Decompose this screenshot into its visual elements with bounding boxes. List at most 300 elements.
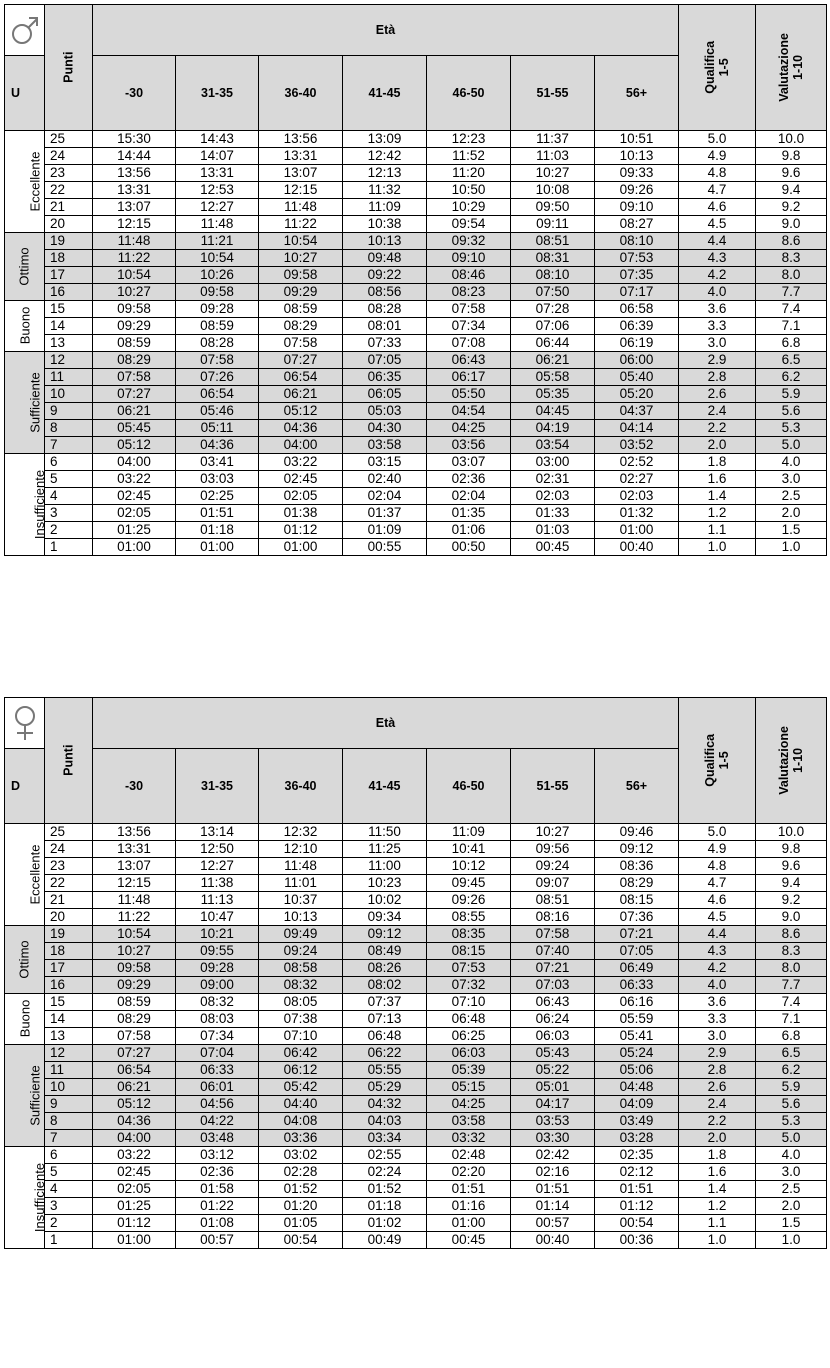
punti-cell: 9 [45, 1096, 93, 1113]
valutazione-cell: 5.9 [756, 386, 827, 403]
time-cell: 07:03 [511, 977, 595, 994]
time-cell: 10:54 [93, 267, 176, 284]
time-cell: 12:10 [259, 841, 343, 858]
time-cell: 01:37 [343, 505, 427, 522]
time-cell: 00:45 [427, 1232, 511, 1249]
table-row [5, 233, 827, 250]
punti-cell: 13 [45, 335, 93, 352]
time-cell: 07:32 [427, 977, 511, 994]
time-cell: 07:17 [595, 284, 679, 301]
time-cell: 05:41 [595, 1028, 679, 1045]
valutazione-cell: 5.6 [756, 403, 827, 420]
valutazione-cell: 7.4 [756, 994, 827, 1011]
punti-cell: 7 [45, 1130, 93, 1147]
valutazione-cell: 6.2 [756, 369, 827, 386]
time-cell: 08:29 [93, 1011, 176, 1028]
table-row [5, 522, 827, 539]
category-label: Eccellente [27, 151, 43, 212]
qualifica-cell: 2.9 [679, 352, 756, 369]
time-cell: 05:58 [511, 369, 595, 386]
time-cell: 00:54 [259, 1232, 343, 1249]
time-cell: 11:21 [176, 233, 259, 250]
punti-cell: 2 [45, 522, 93, 539]
eta-header: Età [93, 698, 679, 749]
punti-cell: 12 [45, 1045, 93, 1062]
age-group-header: 36-40 [259, 749, 343, 824]
time-cell: 12:50 [176, 841, 259, 858]
time-cell: 10:41 [427, 841, 511, 858]
table-row [5, 841, 827, 858]
time-cell: 08:03 [176, 1011, 259, 1028]
table-row [5, 471, 827, 488]
qualifica-cell: 4.5 [679, 909, 756, 926]
time-cell: 03:53 [511, 1113, 595, 1130]
time-cell: 03:22 [93, 1147, 176, 1164]
category-cell [5, 301, 45, 352]
time-cell: 08:56 [343, 284, 427, 301]
time-cell: 09:26 [427, 892, 511, 909]
valutazione-cell: 10.0 [756, 131, 827, 148]
time-cell: 10:27 [511, 824, 595, 841]
qualifica-cell: 4.0 [679, 284, 756, 301]
table-row [5, 960, 827, 977]
valutazione-cell: 1.5 [756, 1215, 827, 1232]
time-cell: 13:56 [93, 824, 176, 841]
punti-cell: 15 [45, 994, 93, 1011]
time-cell: 03:56 [427, 437, 511, 454]
time-cell: 03:41 [176, 454, 259, 471]
punti-cell: 18 [45, 250, 93, 267]
time-cell: 09:45 [427, 875, 511, 892]
punti-cell: 8 [45, 1113, 93, 1130]
time-cell: 10:27 [511, 165, 595, 182]
time-cell: 00:45 [511, 539, 595, 556]
table-row [5, 875, 827, 892]
time-cell: 02:25 [176, 488, 259, 505]
valutazione-cell: 2.0 [756, 505, 827, 522]
qualifica-cell: 2.8 [679, 369, 756, 386]
time-cell: 06:54 [93, 1062, 176, 1079]
time-cell: 03:32 [427, 1130, 511, 1147]
valutazione-cell: 4.0 [756, 1147, 827, 1164]
time-cell: 09:10 [595, 199, 679, 216]
time-cell: 06:49 [595, 960, 679, 977]
valutazione-header-label [777, 33, 806, 102]
age-group-header: 31-35 [176, 56, 259, 131]
valutazione-header [756, 698, 827, 824]
punti-cell: 3 [45, 1198, 93, 1215]
time-cell: 02:28 [259, 1164, 343, 1181]
time-cell: 10:21 [176, 926, 259, 943]
time-cell: 08:29 [259, 318, 343, 335]
time-cell: 05:15 [427, 1079, 511, 1096]
time-cell: 08:49 [343, 943, 427, 960]
valutazione-cell: 9.8 [756, 841, 827, 858]
time-cell: 03:00 [511, 454, 595, 471]
time-cell: 03:58 [427, 1113, 511, 1130]
time-cell: 04:32 [343, 1096, 427, 1113]
valutazione-cell: 9.0 [756, 909, 827, 926]
time-cell: 09:24 [511, 858, 595, 875]
valutazione-header-title: Valutazione [776, 726, 791, 795]
time-cell: 04:00 [93, 454, 176, 471]
time-cell: 11:22 [93, 250, 176, 267]
time-cell: 00:36 [595, 1232, 679, 1249]
time-cell: 09:00 [176, 977, 259, 994]
qualifica-cell: 1.8 [679, 454, 756, 471]
punti-cell: 22 [45, 875, 93, 892]
time-cell: 03:52 [595, 437, 679, 454]
qualifica-header [679, 698, 756, 824]
time-cell: 01:00 [259, 539, 343, 556]
qualifica-cell: 2.9 [679, 1045, 756, 1062]
time-cell: 01:06 [427, 522, 511, 539]
punti-cell: 6 [45, 454, 93, 471]
table-row [5, 437, 827, 454]
valutazione-cell: 8.3 [756, 943, 827, 960]
time-cell: 10:27 [259, 250, 343, 267]
time-cell: 00:55 [343, 539, 427, 556]
time-cell: 08:55 [427, 909, 511, 926]
valutazione-cell: 10.0 [756, 824, 827, 841]
time-cell: 05:12 [93, 437, 176, 454]
time-cell: 09:32 [427, 233, 511, 250]
table-row [5, 250, 827, 267]
valutazione-cell: 9.8 [756, 148, 827, 165]
valutazione-cell: 6.5 [756, 352, 827, 369]
time-cell: 08:16 [511, 909, 595, 926]
time-cell: 08:02 [343, 977, 427, 994]
time-cell: 06:48 [343, 1028, 427, 1045]
time-cell: 07:13 [343, 1011, 427, 1028]
time-cell: 09:28 [176, 960, 259, 977]
table-row [5, 1198, 827, 1215]
time-cell: 03:07 [427, 454, 511, 471]
category-cell [5, 454, 48, 556]
time-cell: 02:20 [427, 1164, 511, 1181]
time-cell: 01:16 [427, 1198, 511, 1215]
valutazione-cell: 7.1 [756, 1011, 827, 1028]
time-cell: 10:08 [511, 182, 595, 199]
punti-cell: 11 [45, 369, 93, 386]
time-cell: 04:36 [259, 420, 343, 437]
time-cell: 07:53 [427, 960, 511, 977]
time-cell: 07:37 [343, 994, 427, 1011]
time-cell: 02:45 [259, 471, 343, 488]
table-row [5, 165, 827, 182]
time-cell: 11:22 [259, 216, 343, 233]
time-cell: 04:54 [427, 403, 511, 420]
time-cell: 01:00 [93, 539, 176, 556]
punti-header-label: Punti [61, 51, 76, 84]
time-cell: 05:11 [176, 420, 259, 437]
category-cell [5, 233, 45, 301]
time-cell: 08:59 [93, 335, 176, 352]
time-cell: 11:25 [343, 841, 427, 858]
time-cell: 02:27 [595, 471, 679, 488]
time-cell: 12:42 [343, 148, 427, 165]
eta-header: Età [93, 5, 679, 56]
punti-cell: 25 [45, 131, 93, 148]
time-cell: 05:12 [259, 403, 343, 420]
time-cell: 08:35 [427, 926, 511, 943]
qualifica-cell: 1.0 [679, 1232, 756, 1249]
qualifica-cell: 1.6 [679, 471, 756, 488]
valutazione-cell: 9.6 [756, 165, 827, 182]
time-cell: 07:50 [511, 284, 595, 301]
time-cell: 09:33 [595, 165, 679, 182]
time-cell: 06:43 [511, 994, 595, 1011]
time-cell: 06:03 [427, 1045, 511, 1062]
category-cell [5, 926, 45, 994]
category-cell [5, 994, 45, 1045]
time-cell: 10:38 [343, 216, 427, 233]
time-cell: 09:58 [93, 960, 176, 977]
time-cell: 03:34 [343, 1130, 427, 1147]
time-cell: 04:45 [511, 403, 595, 420]
punti-cell: 12 [45, 352, 93, 369]
valutazione-cell: 5.0 [756, 437, 827, 454]
valutazione-cell: 9.0 [756, 216, 827, 233]
time-cell: 05:20 [595, 386, 679, 403]
time-cell: 08:23 [427, 284, 511, 301]
time-cell: 10:54 [176, 250, 259, 267]
time-cell: 03:02 [259, 1147, 343, 1164]
qualifica-cell: 4.2 [679, 960, 756, 977]
time-cell: 12:27 [176, 858, 259, 875]
time-cell: 00:40 [511, 1232, 595, 1249]
time-cell: 08:51 [511, 892, 595, 909]
qualifica-cell: 1.4 [679, 1181, 756, 1198]
time-cell: 13:31 [176, 165, 259, 182]
qualifica-cell: 4.8 [679, 165, 756, 182]
time-cell: 13:31 [93, 182, 176, 199]
punti-cell: 5 [45, 471, 93, 488]
time-cell: 09:11 [511, 216, 595, 233]
time-cell: 00:54 [595, 1215, 679, 1232]
punti-header-label: Punti [61, 744, 76, 777]
time-cell: 12:27 [176, 199, 259, 216]
punti-cell: 13 [45, 1028, 93, 1045]
table-row [5, 1113, 827, 1130]
qualifica-cell: 4.5 [679, 216, 756, 233]
time-cell: 01:03 [511, 522, 595, 539]
valutazione-cell: 5.3 [756, 1113, 827, 1130]
valutazione-cell: 7.1 [756, 318, 827, 335]
time-cell: 02:03 [511, 488, 595, 505]
time-cell: 10:27 [93, 943, 176, 960]
time-cell: 01:51 [176, 505, 259, 522]
punti-cell: 2 [45, 1215, 93, 1232]
table-row [5, 943, 827, 960]
time-cell: 11:48 [176, 216, 259, 233]
time-cell: 07:58 [93, 1028, 176, 1045]
time-cell: 07:35 [595, 267, 679, 284]
time-cell: 09:12 [343, 926, 427, 943]
table-row [5, 420, 827, 437]
time-cell: 04:25 [427, 420, 511, 437]
time-cell: 01:51 [511, 1181, 595, 1198]
table-row [5, 182, 827, 199]
time-cell: 10:37 [259, 892, 343, 909]
time-cell: 12:32 [259, 824, 343, 841]
time-cell: 01:12 [595, 1198, 679, 1215]
time-cell: 07:34 [427, 318, 511, 335]
punti-cell: 10 [45, 1079, 93, 1096]
valutazione-cell: 6.5 [756, 1045, 827, 1062]
table-row [5, 131, 827, 148]
time-cell: 09:29 [259, 284, 343, 301]
time-cell: 02:42 [511, 1147, 595, 1164]
women-scoring-table [4, 697, 827, 1249]
time-cell: 10:51 [595, 131, 679, 148]
valutazione-cell: 8.0 [756, 267, 827, 284]
punti-cell: 21 [45, 199, 93, 216]
time-cell: 09:24 [259, 943, 343, 960]
time-cell: 05:06 [595, 1062, 679, 1079]
qualifica-cell: 2.0 [679, 1130, 756, 1147]
time-cell: 05:39 [427, 1062, 511, 1079]
time-cell: 08:31 [511, 250, 595, 267]
category-label: Insufficiente [32, 1162, 48, 1232]
time-cell: 07:58 [511, 926, 595, 943]
time-cell: 00:40 [595, 539, 679, 556]
time-cell: 07:58 [259, 335, 343, 352]
table-row [5, 386, 827, 403]
time-cell: 04:00 [259, 437, 343, 454]
time-cell: 01:35 [427, 505, 511, 522]
time-cell: 05:45 [93, 420, 176, 437]
punti-cell: 3 [45, 505, 93, 522]
time-cell: 04:36 [93, 1113, 176, 1130]
valutazione-header-range: 1-10 [791, 747, 805, 774]
time-cell: 10:13 [595, 148, 679, 165]
table-row [5, 505, 827, 522]
time-cell: 02:05 [93, 1181, 176, 1198]
table-row [5, 318, 827, 335]
valutazione-cell: 9.6 [756, 858, 827, 875]
time-cell: 06:19 [595, 335, 679, 352]
qualifica-cell: 4.7 [679, 182, 756, 199]
table-row [5, 1079, 827, 1096]
punti-cell: 1 [45, 1232, 93, 1249]
time-cell: 11:48 [259, 199, 343, 216]
category-cell [5, 1045, 45, 1147]
table-row [5, 539, 827, 556]
punti-cell: 9 [45, 403, 93, 420]
time-cell: 05:35 [511, 386, 595, 403]
age-group-header: 51-55 [511, 749, 595, 824]
time-cell: 12:15 [93, 216, 176, 233]
time-cell: 06:39 [595, 318, 679, 335]
time-cell: 04:00 [93, 1130, 176, 1147]
qualifica-cell: 2.4 [679, 403, 756, 420]
time-cell: 00:49 [343, 1232, 427, 1249]
time-cell: 08:05 [259, 994, 343, 1011]
time-cell: 12:15 [93, 875, 176, 892]
punti-cell: 24 [45, 148, 93, 165]
qualifica-cell: 4.7 [679, 875, 756, 892]
time-cell: 03:12 [176, 1147, 259, 1164]
time-cell: 05:43 [511, 1045, 595, 1062]
time-cell: 07:21 [595, 926, 679, 943]
time-cell: 08:59 [93, 994, 176, 1011]
time-cell: 01:00 [93, 1232, 176, 1249]
time-cell: 10:02 [343, 892, 427, 909]
time-cell: 07:28 [511, 301, 595, 318]
time-cell: 11:38 [176, 875, 259, 892]
valutazione-header [756, 5, 827, 131]
time-cell: 02:35 [595, 1147, 679, 1164]
valutazione-cell: 5.6 [756, 1096, 827, 1113]
punti-cell: 24 [45, 841, 93, 858]
time-cell: 11:32 [343, 182, 427, 199]
qualifica-header-label [703, 734, 732, 787]
time-cell: 09:29 [93, 977, 176, 994]
time-cell: 04:37 [595, 403, 679, 420]
time-cell: 01:32 [595, 505, 679, 522]
table-row [5, 824, 827, 841]
table-row [5, 1164, 827, 1181]
table-row [5, 335, 827, 352]
time-cell: 00:50 [427, 539, 511, 556]
time-cell: 06:25 [427, 1028, 511, 1045]
time-cell: 09:55 [176, 943, 259, 960]
table-row [5, 352, 827, 369]
time-cell: 02:03 [595, 488, 679, 505]
time-cell: 08:01 [343, 318, 427, 335]
qualifica-cell: 1.0 [679, 539, 756, 556]
qualifica-cell: 3.6 [679, 994, 756, 1011]
time-cell: 01:25 [93, 522, 176, 539]
gender-symbol-cell [5, 5, 45, 56]
time-cell: 06:35 [343, 369, 427, 386]
time-cell: 09:12 [595, 841, 679, 858]
qualifica-cell: 3.0 [679, 335, 756, 352]
category-cell [5, 352, 45, 454]
time-cell: 10:54 [93, 926, 176, 943]
time-cell: 01:00 [176, 539, 259, 556]
time-cell: 07:36 [595, 909, 679, 926]
men-scoring-table [4, 4, 827, 556]
male-symbol-icon [5, 13, 44, 47]
qualifica-cell: 1.2 [679, 505, 756, 522]
time-cell: 09:58 [176, 284, 259, 301]
time-cell: 12:23 [427, 131, 511, 148]
time-cell: 08:26 [343, 960, 427, 977]
time-cell: 13:31 [93, 841, 176, 858]
time-cell: 11:48 [259, 858, 343, 875]
time-cell: 11:48 [93, 233, 176, 250]
time-cell: 07:06 [511, 318, 595, 335]
time-cell: 08:15 [595, 892, 679, 909]
time-cell: 05:40 [595, 369, 679, 386]
category-cell [5, 131, 45, 233]
qualifica-header-title: Qualifica [702, 734, 717, 787]
table-row [5, 1096, 827, 1113]
age-group-header: 46-50 [427, 749, 511, 824]
qualifica-cell: 3.3 [679, 318, 756, 335]
time-cell: 08:10 [595, 233, 679, 250]
punti-cell: 19 [45, 233, 93, 250]
time-cell: 11:00 [343, 858, 427, 875]
time-cell: 04:56 [176, 1096, 259, 1113]
time-cell: 10:47 [176, 909, 259, 926]
category-label: Sufficiente [27, 1065, 43, 1126]
time-cell: 13:56 [259, 131, 343, 148]
time-cell: 07:40 [511, 943, 595, 960]
time-cell: 07:21 [511, 960, 595, 977]
